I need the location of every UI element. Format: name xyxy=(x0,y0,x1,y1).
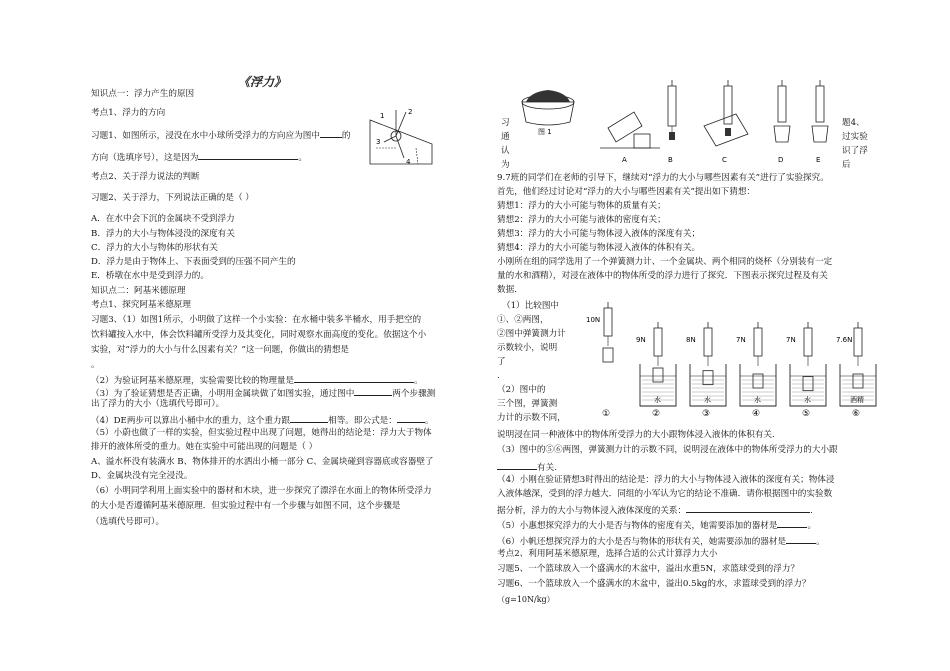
answer-blank[interactable] xyxy=(397,413,425,423)
answer-blank[interactable] xyxy=(290,413,328,423)
exercise-3-line-2: 饮料罐按入水中，体会饮料罐所受浮力及其变化，同时观察水面高度的变化。依据这个小 xyxy=(91,330,427,340)
exercise-1-line-a: 习题1、如图所示，浸没在水中小球所受浮力的方向应为图中 的 xyxy=(91,128,351,142)
step-d-figure xyxy=(774,80,790,164)
q2-line-2: 三个图，弹簧测 xyxy=(497,399,558,409)
guess-1: 猜想1：浮力的大小可能与物体的质量有关； xyxy=(497,201,666,211)
side-text-right-1: 题4、 xyxy=(842,118,865,128)
beaker-setup-6 xyxy=(836,322,876,419)
guess-3: 猜想3：浮力的大小可能与物体浸入液体的深度有关； xyxy=(497,229,701,239)
step-a-figure xyxy=(600,112,660,164)
question-6-line-1: （6）小明同学利用上面实验中的器材和木块，进一步探究了漂浮在水面上的物体所受浮力 xyxy=(91,486,432,496)
scale-reading-1: 10N xyxy=(586,316,601,324)
beakers-figure xyxy=(582,302,878,418)
side-text-left-3: 认 xyxy=(501,146,510,156)
side-text-right-4: 后 xyxy=(842,160,851,170)
question-5-line-3: A、溢水杯没有装满水 B、物体排开的水洒出小桶一部分 C、金属块碰到容器底或容器壁了 xyxy=(91,457,434,467)
question-2: （2）为验证阿基米德原理，实验需要比较的物理量是 。 xyxy=(91,373,423,387)
scale-reading-4: 7N xyxy=(736,336,746,344)
answer-blank[interactable] xyxy=(686,503,810,513)
side-text-left-4: 为 xyxy=(501,160,510,170)
side-text-right-3: 识了浮 xyxy=(842,146,868,156)
q2-line-1: （2）图中的 xyxy=(497,385,546,395)
fig1-label-2: 2 xyxy=(408,108,413,116)
buoyancy-direction-figure xyxy=(366,108,436,170)
answer-blank[interactable] xyxy=(320,128,342,138)
figure-number-6: ⑥ xyxy=(852,409,861,419)
liquid-label-4: 水 xyxy=(754,396,761,404)
figure-number-4: ④ xyxy=(752,409,761,419)
step-e-label: E xyxy=(816,156,821,164)
exercise-2-option-b[interactable]: B．浮力的大小与物体浸没的深度有关 xyxy=(91,229,235,239)
answer-blank[interactable] xyxy=(777,518,807,528)
step-c-figure xyxy=(704,80,748,164)
question-6: （6）小帆还想探究浮力的大小是否与物体的形状有关，她需要添加的器材是 。 xyxy=(497,534,825,548)
question-3-b: 有关. xyxy=(497,460,557,474)
exam-point-1: 考点1、浮力的方向 xyxy=(91,108,166,118)
step-c-label: C xyxy=(722,156,727,164)
exercise-3-line-3: 实验，对“浮力的大小与什么因素有关？”这一问题，你做出的猜想是 xyxy=(91,345,350,355)
question-6-line-2: 的大小是否遵循阿基米德原理．但实验过程中有一个步骤与如图不同，这个步骤是 xyxy=(91,501,401,511)
exercise-2: 习题2、关于浮力，下列说法正确的是（ ） xyxy=(91,193,254,203)
liquid-label-6: 酒精 xyxy=(850,396,864,404)
beaker-setup-3 xyxy=(686,322,726,419)
answer-blank[interactable] xyxy=(497,460,537,470)
question-4-line-1: （4）小刚在验证猜想3时得出的结论是：浮力的大小与物体浸入液体的深度有关；物体浸 xyxy=(497,475,835,485)
exercise-3-line-4: 。 xyxy=(91,360,100,370)
answer-blank[interactable] xyxy=(354,386,392,396)
exercise-2-option-e[interactable]: E．桥墩在水中是受到浮力的。 xyxy=(91,271,209,281)
q2-conclusion: 说明浸在同一种液体中的物体所受浮力的大小跟物体浸入液体的体积有关. xyxy=(497,430,775,440)
answer-blank[interactable] xyxy=(198,150,298,160)
question-5-line-1: （5）小蔚也做了一样的实验，但实验过程中出现了问题，她得出的结论是：浮力大于物体 xyxy=(91,428,432,438)
question-3-line-a: （3）为了验证猜想是否正确，小明用金属块做了如图实验，通过图中 两个步骤测 xyxy=(91,386,435,400)
figure-number-1: ① xyxy=(602,409,611,419)
q1-line-6: . xyxy=(497,371,500,381)
side-text-left-2: 通 xyxy=(501,132,510,142)
q1-line-5: 了 xyxy=(497,357,506,367)
step-a-label: A xyxy=(622,156,627,164)
scale-reading-6: 7.6N xyxy=(836,336,853,344)
exercise-4-line-9: 数据． xyxy=(497,285,523,295)
q1-line-2: ①、②两图， xyxy=(497,315,549,325)
exercise-4-line-7: 小刚所在组的同学选用了一个弹簧测力计、一个金属块、两个相同的烧杯（分别装有一定 xyxy=(497,257,833,267)
scale-reading-2: 9N xyxy=(636,336,646,344)
beaker-setup-5 xyxy=(786,322,826,419)
fig1-label-4: 4 xyxy=(406,158,411,166)
q1-line-4: 示数较小，说明 xyxy=(497,343,558,353)
question-4-line-2: 入液体越深，受到的浮力越大．同组的小军认为它的结论不准确．请你根据图中的实验数 xyxy=(497,489,833,499)
figure-1-bucket xyxy=(522,90,574,136)
scale-reading-3: 8N xyxy=(686,336,696,344)
gravity-note: （g=10N/kg） xyxy=(497,595,555,604)
exercise-4-line-8: 量的水和酒精），对浸在液体中的物体所受的浮力进行了探究．下图表示探究过程及有关 xyxy=(497,271,828,281)
question-5: （5）小惠想探究浮力的大小是否与物体的密度有关，她需要添加的器材是 。 xyxy=(497,518,816,532)
q1-line-3: ②图中弹簧测力计 xyxy=(497,329,566,339)
knowledge-point-2: 知识点二：阿基米德原理 xyxy=(91,286,186,296)
answer-blank[interactable] xyxy=(786,534,816,544)
step-d-label: D xyxy=(778,156,784,164)
exercise-4-line-1: 9.7班的同学们在老师的引导下，继续对“浮力的大小与哪些因素有关”进行了实验探究。 xyxy=(497,173,829,183)
step-b-figure xyxy=(668,80,676,164)
figure-number-5: ⑤ xyxy=(802,409,811,419)
side-text-right-2: 过实验 xyxy=(842,132,868,142)
exercise-2-option-a[interactable]: A．在水中会下沉的金属块不受到浮力 xyxy=(91,214,235,224)
liquid-label-5: 水 xyxy=(804,396,811,404)
beaker-setup-4 xyxy=(736,322,776,419)
scale-reading-5: 7N xyxy=(786,336,796,344)
q1-line-1: （1）比较图中 xyxy=(502,301,560,311)
question-5-line-4: D、金属块没有完全浸没。 xyxy=(91,471,193,481)
figure-number-3: ③ xyxy=(702,409,711,419)
beaker-setup-2 xyxy=(636,322,676,419)
beaker-setup-1 xyxy=(586,302,613,419)
archimedes-experiment-figure xyxy=(516,78,836,170)
exercise-4-line-2: 首先，他们经过讨论对“浮力的大小与哪些因素有关”提出如下猜想： xyxy=(497,187,756,197)
exam-point-2-right: 考点2、利用阿基米德原理，选择合适的公式计算浮力大小 xyxy=(497,549,718,559)
page-title: 《浮力》 xyxy=(238,75,287,89)
fig1-label-1: 1 xyxy=(380,112,385,120)
figure-number-2: ② xyxy=(652,409,661,419)
exam-point-3: 考点1、探究阿基米德原理 xyxy=(91,300,191,310)
question-5-line-2: 排开的液体所受的重力。她在实验中可能出现的问题是（ ） xyxy=(91,442,318,452)
question-3: （3）图中的⑤⑥两图，弹簧测力计的示数不同，说明浸在液体中的物体所受浮力的大小跟 xyxy=(497,445,838,455)
guess-4: 猜想4：浮力的大小可能与物体浸入液体的体积有关。 xyxy=(497,243,701,253)
fig-caption: 图 1 xyxy=(538,128,552,136)
question-4-line-3: 据分析，浮力的大小与物体浸入液体深度的关系： . xyxy=(497,503,813,517)
exam-point-2: 考点2、关于浮力说法的判断 xyxy=(91,172,200,182)
question-3-line-b: 出了浮力的大小（选填代号即可）。 xyxy=(91,399,225,409)
side-text-left-1: 习 xyxy=(501,118,510,128)
exercise-5: 习题5、一个篮球放入一个盛满水的木盆中，溢出水重5N，求篮球受到的浮力？ xyxy=(497,564,800,574)
exercise-1-line-b: 方向（选填序号），这是因为 。 xyxy=(91,150,307,164)
exercise-2-option-d[interactable]: D．浮力是由于物体上、下表面受到的压强不同产生的 xyxy=(91,257,296,267)
liquid-label-3: 水 xyxy=(704,396,711,404)
fig1-label-3: 3 xyxy=(376,138,381,146)
liquid-label-2: 水 xyxy=(654,396,661,404)
step-e-figure xyxy=(812,80,828,164)
exercise-6: 习题6、一个篮球放入一个盛满水的木盆中，溢出0.5kg的水，求篮球受到的浮力？ xyxy=(497,579,811,589)
exercise-3-line-1: 习题3、（1）如图1所示，小明做了这样一个小实验：在水桶中装多半桶水，用手把空的 xyxy=(91,315,422,325)
guess-2: 猜想2：浮力的大小可能与液体的密度有关； xyxy=(497,215,666,225)
answer-blank[interactable] xyxy=(294,373,414,383)
knowledge-point-1: 知识点一：浮力产生的原因 xyxy=(91,89,195,99)
q2-line-3: 力计的示数不同， xyxy=(497,413,566,423)
question-4: （4）DE两步可以算出小桶中水的重力，这个重力跟 相等。即公式是： 。 xyxy=(91,413,433,427)
step-b-label: B xyxy=(668,156,673,164)
question-6-line-3: （选填代号即可）。 xyxy=(91,517,165,527)
exercise-2-option-c[interactable]: C．浮力的大小与物体的形状有关 xyxy=(91,243,218,253)
